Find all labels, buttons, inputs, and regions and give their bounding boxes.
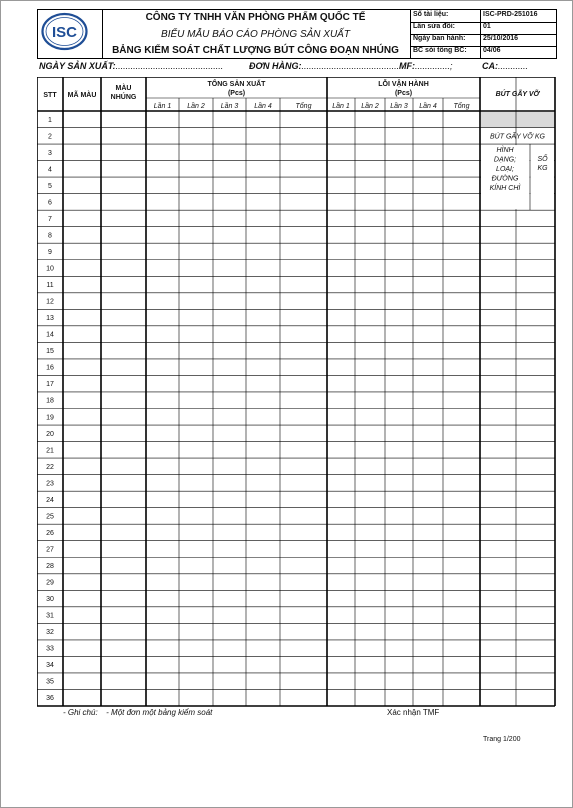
- note-label: - Ghi chú:: [63, 708, 98, 717]
- broken-type-line: DẠNG;: [493, 156, 517, 164]
- meta-label: Lần sửa đổi:: [413, 23, 456, 30]
- row-number: 26: [46, 529, 54, 537]
- subheader-total-3: Lần 3: [220, 103, 239, 110]
- order-label: ĐƠN HÀNG:: [249, 61, 302, 71]
- header-total-unit: (Pcs): [227, 90, 246, 97]
- form-header: [101, 9, 410, 59]
- header-color-code: MÃ MÀU: [67, 92, 97, 99]
- meta-value: 01: [483, 23, 491, 30]
- row-number: 35: [46, 678, 54, 686]
- header-stt: STT: [43, 92, 57, 99]
- mf-label: MF:: [399, 61, 415, 71]
- meta-label: BC sói tổng BC:: [413, 47, 467, 54]
- production-date-field[interactable]: [39, 61, 223, 75]
- row-number: 30: [46, 596, 54, 604]
- shift-field[interactable]: [482, 61, 528, 75]
- subheader-defect-3: Lần 3: [390, 103, 408, 110]
- row-number: 6: [48, 199, 52, 207]
- header-dip-color-2: NHÚNG: [110, 94, 137, 101]
- note-text: - Một đơn một bảng kiểm soát: [106, 708, 213, 717]
- row-number: 36: [46, 695, 54, 703]
- row-number: 11: [46, 282, 54, 290]
- meta-value: 25/10/2016: [483, 35, 519, 42]
- row-number: 14: [46, 331, 54, 339]
- merged-cell-kg: [531, 145, 555, 209]
- note: [63, 708, 212, 717]
- shift-fill: ............: [498, 61, 529, 71]
- meta-report-number: [411, 46, 556, 58]
- broken-type-line: LOẠI;: [496, 166, 514, 174]
- row-number: 17: [46, 381, 54, 389]
- broken-kg-count-line: SỐ: [537, 156, 548, 164]
- subheader-defect-2: Lần 2: [361, 103, 379, 110]
- broken-type-line: KÍNH CHÌ: [489, 185, 521, 193]
- broken-kg-count-line: KG: [537, 165, 548, 173]
- company-name: CÔNG TY TNHH VĂN PHÒNG PHẨM QUỐC TẾ: [145, 12, 366, 23]
- header-defect-unit: (Pcs): [394, 90, 413, 97]
- production-date-fill: ...........................................: [115, 61, 224, 71]
- row-number: 9: [48, 248, 52, 256]
- subheader-total-5: Tổng: [295, 103, 312, 110]
- row-number: 21: [46, 447, 54, 455]
- shaded-cell: [481, 112, 555, 128]
- row-number: 18: [46, 397, 54, 405]
- row-number: 3: [48, 149, 52, 157]
- broken-type-line: ĐƯỜNG: [491, 175, 519, 183]
- row-number: 31: [46, 612, 54, 620]
- form-subtitle: BIỂU MẪU BÁO CÁO PHÒNG SẢN XUẤT: [161, 29, 350, 40]
- subheader-total-4: Lần 4: [254, 103, 272, 110]
- subheader-defect-1: Lần 1: [332, 103, 350, 110]
- header-operation-defect: LỖI VẬN HÀNH: [378, 81, 429, 88]
- row-number: 19: [46, 414, 54, 422]
- order-field[interactable]: [249, 61, 399, 75]
- order-fill: .......................................: [301, 61, 400, 71]
- row-number: 12: [46, 298, 54, 306]
- meta-label: Ngày ban hành:: [413, 35, 466, 42]
- header-dip-color-1: MÀU: [115, 85, 132, 92]
- row-number: 22: [46, 463, 54, 471]
- row-number: 1: [48, 116, 52, 124]
- row-number: 4: [48, 166, 52, 174]
- row-number: 32: [46, 629, 54, 637]
- quality-control-table: [37, 77, 563, 707]
- subheader-total-1: Lần 1: [153, 103, 172, 110]
- row-number: 34: [46, 662, 54, 670]
- row-number: 29: [46, 579, 54, 587]
- header-total-production: TỔNG SẢN XUẤT: [207, 81, 266, 88]
- row-number: 2: [48, 133, 52, 141]
- row-number: 7: [48, 215, 52, 223]
- subheader-defect-5: Tổng: [453, 103, 470, 110]
- page-number: Trang 1/200: [483, 736, 521, 743]
- company-logo: [41, 12, 88, 51]
- mf-field[interactable]: [399, 61, 453, 75]
- header-broken-pens: BÚT GÃY VỠ: [495, 91, 540, 98]
- logo-text: ISC: [51, 24, 78, 41]
- subheader-defect-4: Lần 4: [419, 103, 437, 110]
- production-date-label: NGÀY SẢN XUẤT:: [39, 61, 116, 71]
- row-number: 5: [48, 182, 52, 190]
- row-number: 27: [46, 546, 54, 554]
- row-number: 13: [46, 315, 54, 323]
- broken-kg-label: BÚT GÃY VỠ KG: [490, 133, 545, 141]
- broken-type-line: HÌNH: [496, 147, 514, 155]
- form-title: BẢNG KIỂM SOÁT CHẤT LƯỢNG BÚT CÔNG ĐOẠN NHÚNG: [112, 45, 399, 56]
- row-number: 10: [46, 265, 54, 273]
- subheader-total-2: Lần 2: [187, 103, 205, 110]
- document-meta-box: [410, 9, 557, 59]
- row-number: 16: [46, 364, 54, 372]
- row-number: 8: [48, 232, 52, 240]
- row-number: 24: [46, 496, 54, 504]
- row-number: 28: [46, 563, 54, 571]
- meta-value: ISC-PRD-251016: [483, 11, 538, 18]
- row-number: 25: [46, 513, 54, 521]
- row-number: 33: [46, 645, 54, 653]
- meta-value: 04/06: [483, 47, 501, 54]
- row-number: 20: [46, 430, 54, 438]
- tmf-confirmation: Xác nhận TMF: [387, 708, 440, 717]
- mf-fill: ..............;: [415, 61, 453, 71]
- row-number: 23: [46, 480, 54, 488]
- row-number: 15: [46, 348, 54, 356]
- meta-label: Số tài liệu:: [413, 11, 449, 18]
- shift-label: CA:: [482, 61, 498, 71]
